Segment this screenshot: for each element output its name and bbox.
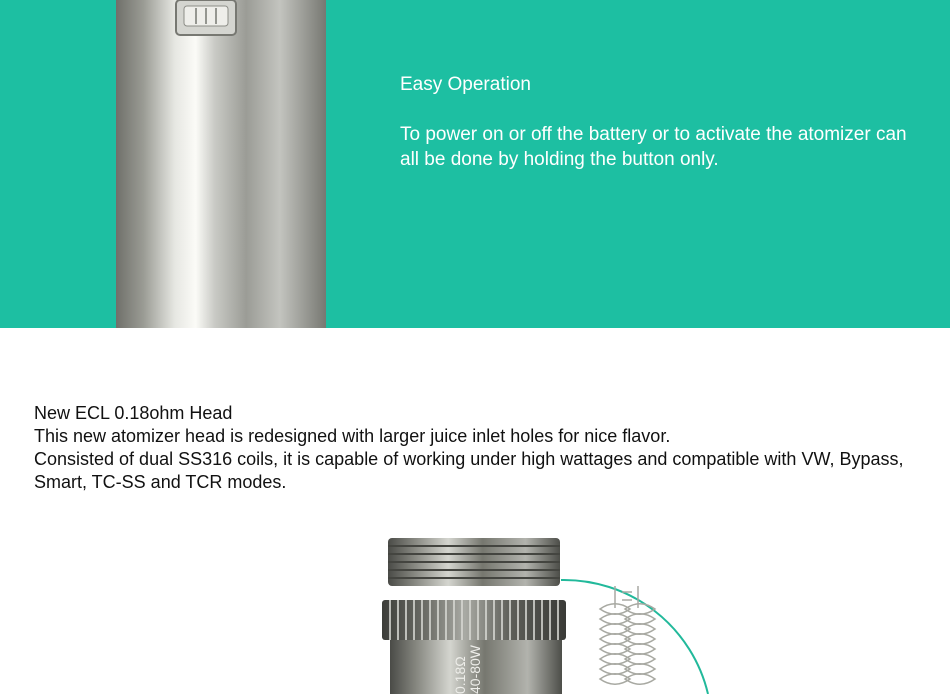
coil-description [34,402,934,494]
banner-text-block [400,72,920,172]
easy-operation-description: To power on or off the battery or to activate the atomizer can all be done by holding the button only. [400,124,907,170]
coil-wattage-label: 40-80W [467,644,483,694]
coil-description-line: Consisted of dual SS316 coils, it is capable of working under high wattages and compatible with VW, Bypass, Smart, TC-SS and TCR modes. [34,449,904,492]
easy-operation-banner [0,0,950,328]
easy-operation-heading: Easy Operation [400,74,531,95]
coil-callout-circle [561,580,708,694]
coil-resistance-label: 0.18Ω [452,656,468,694]
dual-coil-wire-icon [600,586,655,684]
atomizer-coil-head [370,530,720,694]
coil-description-line: This new atomizer head is redesigned with larger juice inlet holes for nice flavor. [34,426,671,446]
battery-mod-device [116,0,326,328]
coil-heading: New ECL 0.18ohm Head [34,403,233,423]
